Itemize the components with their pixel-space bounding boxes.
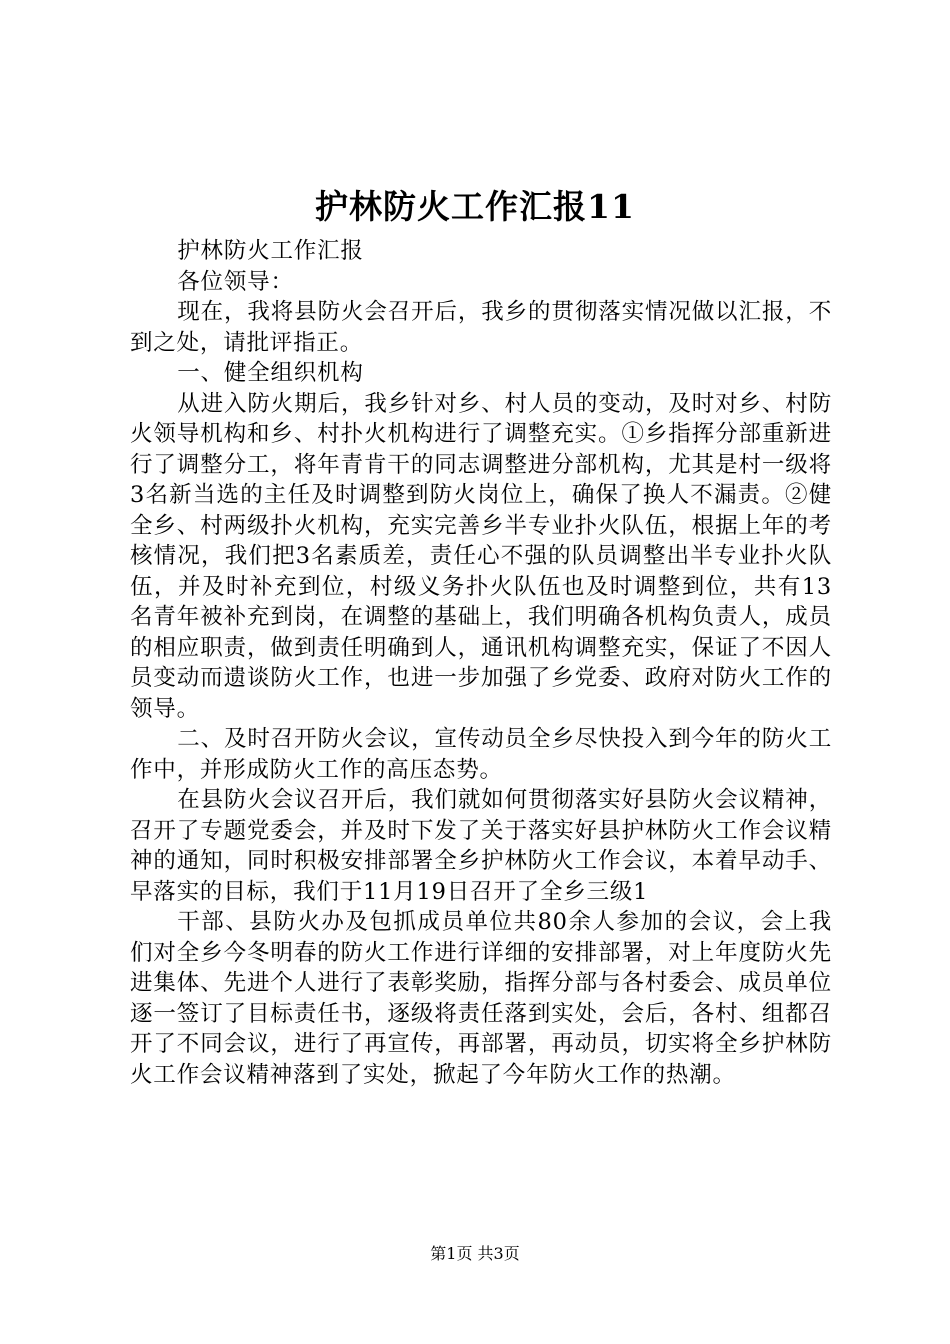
- paragraph-intro: 现在，我将县防火会召开后，我乡的贯彻落实情况做以汇报，不到之处，请批评指正。: [130, 299, 832, 356]
- document-body: [130, 236, 832, 1090]
- paragraph-subtitle: 护林防火工作汇报: [177, 238, 364, 264]
- section-heading-2: 二、及时召开防火会议，宣传动员全乡尽快投入到今年的防火工作中，并形成防火工作的高压态势。: [130, 726, 832, 783]
- page-footer: 第1页 共3页: [430, 1244, 520, 1263]
- paragraph-section-2b: 干部、县防火办及包抓成员单位共80余人参加的会议，会上我们对全乡今冬明春的防火工作进行详细的安排部署，对上年度防火先进集体、先进个人进行了表彰奖励，指挥分部与各村委会、成员单位逐一签订了目标责任书，逐级将责任落到实处，会后，各村、组都召开了不同会议，进行了再宣传，再部署，再动员，切实将全乡护林防火工作会议精神落到了实处，掀起了今年防火工作的热潮。: [130, 909, 832, 1088]
- paragraph-section-2a: 在县防火会议召开后，我们就如何贯彻落实好县防火会议精神，召开了专题党委会，并及时下发了关于落实好县护林防火工作会议精神的通知，同时积极安排部署全乡护林防火工作会议，本着早动手、早落实的目标，我们于11月19日召开了全乡三级1: [130, 787, 832, 905]
- paragraph-section-1: 从进入防火期后，我乡针对乡、村人员的变动，及时对乡、村防火领导机构和乡、村扑火机构进行了调整充实。①乡指挥分部重新进行了调整分工，将年青肯干的同志调整进分部机构，尤其是村一级将3名新当选的主任及时调整到防火岗位上，确保了换人不漏责。②健全乡、村两级扑火机构，充实完善乡半专业扑火队伍，根据上年的考核情况，我们把3名素质差，责任心不强的队员调整出半专业扑火队伍，并及时补充到位，村级义务扑火队伍也及时调整到位，共有13名青年被补充到岗，在调整的基础上，我们明确各机构负责人，成员的相应职责，做到责任明确到人，通讯机构调整充实，保证了不因人员变动而遗谈防火工作，也进一步加强了乡党委、政府对防火工作的领导。: [130, 390, 832, 722]
- section-heading-1: 一、健全组织机构: [177, 360, 364, 386]
- document-title: 护林防火工作汇报11: [315, 187, 635, 226]
- paragraph-salutation: 各位领导：: [177, 268, 294, 295]
